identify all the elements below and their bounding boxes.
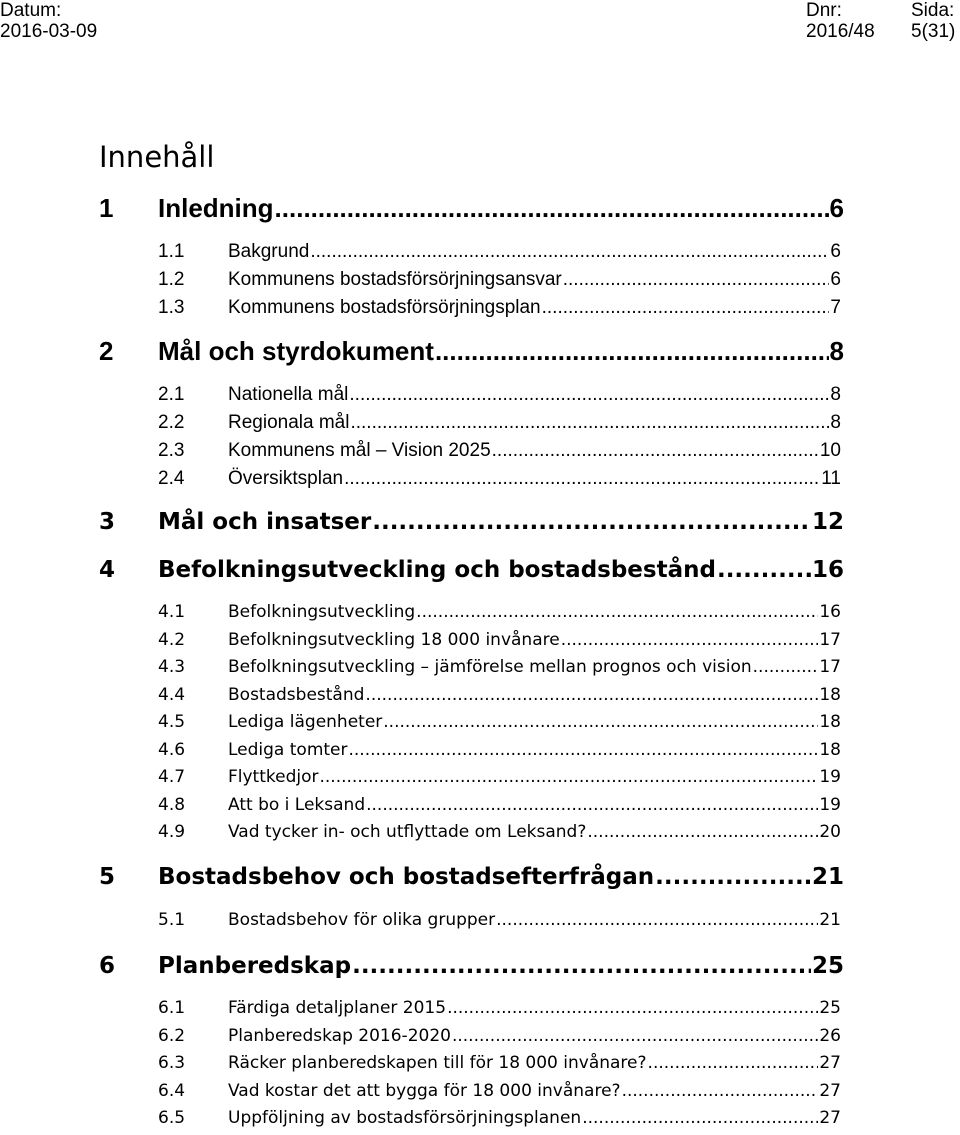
toc-section-6-3[interactable] bbox=[158, 1053, 841, 1073]
toc-entry-title: Bostadsbestånd bbox=[228, 685, 365, 705]
toc-page-number: 8 bbox=[830, 412, 841, 433]
toc-entry-title: Färdiga detaljplaner 2015 bbox=[228, 998, 447, 1018]
toc-entry-title: Nationella mål bbox=[228, 384, 349, 405]
toc-entry-title: Kommunens mål – Vision 2025 bbox=[228, 440, 491, 461]
datum-label: Datum: bbox=[0, 0, 62, 21]
toc-number: 4.3 bbox=[158, 657, 186, 677]
toc-entry-title: Vad tycker in- och utflyttade om Leksand? bbox=[228, 822, 587, 842]
dot-leader bbox=[366, 795, 818, 815]
toc-number: 2.2 bbox=[158, 412, 185, 433]
toc-entry-title: Uppföljning av bostadsförsörjningsplanen bbox=[228, 1108, 582, 1128]
toc-page-number: 21 bbox=[811, 864, 844, 890]
toc-number: 5 bbox=[99, 864, 116, 890]
dot-leader bbox=[542, 297, 830, 319]
dot-leader bbox=[563, 269, 830, 291]
toc-number: 2.4 bbox=[158, 468, 185, 489]
toc-title: Innehåll bbox=[99, 140, 215, 174]
toc-number: 6.1 bbox=[158, 998, 186, 1018]
toc-section-4-6[interactable] bbox=[158, 740, 841, 760]
toc-page-number: 7 bbox=[830, 297, 841, 318]
toc-number: 6.3 bbox=[158, 1053, 186, 1073]
toc-page-number: 26 bbox=[819, 1026, 841, 1046]
toc-page-number: 16 bbox=[819, 602, 841, 622]
toc-number: 6 bbox=[99, 953, 116, 979]
toc-page-number: 8 bbox=[829, 336, 844, 366]
toc-number: 4 bbox=[99, 557, 116, 583]
toc-entry-title: Kommunens bostadsförsörjningsplan bbox=[228, 297, 541, 318]
toc-number: 2.1 bbox=[158, 384, 185, 405]
dot-leader bbox=[496, 910, 818, 930]
dot-leader bbox=[275, 193, 829, 224]
dot-leader bbox=[320, 767, 819, 787]
toc-page-number: 27 bbox=[819, 1081, 841, 1101]
toc-number: 4.4 bbox=[158, 685, 186, 705]
toc-section-4-8[interactable] bbox=[158, 795, 841, 815]
toc-chapter-6[interactable] bbox=[99, 953, 844, 979]
toc-number: 4.1 bbox=[158, 602, 186, 622]
toc-section-4-5[interactable] bbox=[158, 712, 841, 732]
toc-page-number: 6 bbox=[830, 241, 841, 262]
toc-chapter-2[interactable] bbox=[99, 336, 844, 367]
toc-page-number: 6 bbox=[829, 193, 844, 223]
toc-page-number: 6 bbox=[830, 269, 841, 290]
toc-page-number: 8 bbox=[830, 384, 841, 405]
toc-entry-title: Vad kostar det att bygga för 18 000 invånare? bbox=[228, 1081, 621, 1101]
dot-leader bbox=[383, 712, 818, 732]
toc-section-4-2[interactable] bbox=[158, 630, 841, 650]
toc-page-number: 12 bbox=[811, 509, 844, 535]
toc-page-number: 18 bbox=[819, 685, 841, 705]
toc-number: 6.5 bbox=[158, 1108, 186, 1128]
toc-page-number: 19 bbox=[819, 767, 841, 787]
toc-number: 1.1 bbox=[158, 241, 185, 262]
dot-leader bbox=[344, 468, 820, 490]
dot-leader bbox=[622, 1081, 819, 1101]
toc-page-number: 11 bbox=[821, 468, 841, 489]
toc-page-number: 27 bbox=[819, 1108, 841, 1128]
dot-leader bbox=[717, 557, 811, 583]
toc-entry-title: Bakgrund bbox=[228, 241, 310, 262]
toc-number: 1.3 bbox=[158, 297, 185, 318]
toc-entry-title: Lediga lägenheter bbox=[228, 712, 383, 732]
toc-section-2-1[interactable] bbox=[158, 384, 841, 406]
toc-page-number: 17 bbox=[819, 630, 841, 650]
toc-section-1-3[interactable] bbox=[158, 297, 841, 319]
toc-entry-title: Lediga tomter bbox=[228, 740, 348, 760]
toc-number: 4.8 bbox=[158, 795, 186, 815]
dot-leader bbox=[587, 822, 818, 842]
toc-chapter-4[interactable] bbox=[99, 557, 844, 583]
toc-page-number: 21 bbox=[819, 910, 841, 930]
toc-number: 4.9 bbox=[158, 822, 186, 842]
toc-section-1-2[interactable] bbox=[158, 269, 841, 291]
toc-entry-title: Inledning bbox=[158, 193, 274, 223]
dot-leader bbox=[561, 630, 819, 650]
toc-number: 4.6 bbox=[158, 740, 186, 760]
toc-page-number: 27 bbox=[819, 1053, 841, 1073]
dot-leader bbox=[492, 440, 819, 462]
toc-entry-title: Kommunens bostadsförsörjningsansvar bbox=[228, 269, 562, 290]
toc-entry-title: Räcker planberedskapen till för 18 000 invånare? bbox=[228, 1053, 647, 1073]
toc-page-number: 10 bbox=[819, 440, 841, 461]
dot-leader bbox=[349, 740, 819, 760]
toc-section-2-3[interactable] bbox=[158, 440, 841, 462]
toc-section-5-1[interactable] bbox=[158, 910, 841, 930]
toc-entry-title: Befolkningsutveckling bbox=[228, 602, 416, 622]
toc-section-4-9[interactable] bbox=[158, 822, 841, 842]
toc-number: 4.5 bbox=[158, 712, 186, 732]
toc-page-number: 19 bbox=[819, 795, 841, 815]
toc-section-4-1[interactable] bbox=[158, 602, 841, 622]
dot-leader bbox=[352, 953, 811, 979]
toc-entry-title: Befolkningsutveckling – jämförelse mellan prognos och vision bbox=[228, 657, 752, 677]
toc-section-6-4[interactable] bbox=[158, 1081, 841, 1101]
toc-chapter-3[interactable] bbox=[99, 509, 844, 535]
toc-number: 5.1 bbox=[158, 910, 186, 930]
dot-leader bbox=[655, 864, 811, 890]
toc-section-2-4[interactable] bbox=[158, 468, 841, 490]
toc-number: 2 bbox=[99, 336, 114, 366]
toc-page-number: 25 bbox=[819, 998, 841, 1018]
toc-section-4-7[interactable] bbox=[158, 767, 841, 787]
toc-entry-title: Befolkningsutveckling 18 000 invånare bbox=[228, 630, 560, 650]
dot-leader bbox=[310, 241, 829, 263]
toc-page-number: 18 bbox=[819, 712, 841, 732]
toc-page-number: 17 bbox=[819, 657, 841, 677]
dot-leader bbox=[447, 998, 818, 1018]
dnr-value: 2016/48 bbox=[806, 21, 875, 42]
toc-number: 4.7 bbox=[158, 767, 186, 787]
page-header bbox=[0, 0, 960, 50]
dot-leader bbox=[452, 1026, 818, 1046]
toc-entry-title: Planberedskap 2016-2020 bbox=[228, 1026, 451, 1046]
toc-section-2-2[interactable] bbox=[158, 412, 841, 434]
dnr-label: Dnr: bbox=[806, 0, 842, 21]
dot-leader bbox=[350, 412, 829, 434]
toc-number: 4.2 bbox=[158, 630, 186, 650]
toc-entry-title: Mål och styrdokument bbox=[158, 336, 434, 366]
dot-leader bbox=[372, 509, 811, 535]
toc-entry-title: Översiktsplan bbox=[228, 468, 344, 489]
toc-entry-title: Att bo i Leksand bbox=[228, 795, 366, 815]
toc-section-6-2[interactable] bbox=[158, 1026, 841, 1046]
toc-page-number: 18 bbox=[819, 740, 841, 760]
toc-entry-title: Flyttkedjor bbox=[228, 767, 319, 787]
toc-chapter-5[interactable] bbox=[99, 864, 844, 890]
toc-entry-title: Bostadsbehov för olika grupper bbox=[228, 910, 496, 930]
dot-leader bbox=[582, 1108, 818, 1128]
toc-chapter-1[interactable] bbox=[99, 193, 844, 224]
toc-section-4-3[interactable] bbox=[158, 657, 841, 677]
toc-number: 1.2 bbox=[158, 269, 185, 290]
toc-entry-title: Regionala mål bbox=[228, 412, 350, 433]
toc-number: 2.3 bbox=[158, 440, 185, 461]
toc-section-4-4[interactable] bbox=[158, 685, 841, 705]
toc-section-1-1[interactable] bbox=[158, 241, 841, 263]
toc-section-6-5[interactable] bbox=[158, 1108, 841, 1128]
toc-number: 6.2 bbox=[158, 1026, 186, 1046]
dot-leader bbox=[416, 602, 818, 622]
toc-number: 6.4 bbox=[158, 1081, 186, 1101]
dot-leader bbox=[753, 657, 819, 677]
toc-number: 3 bbox=[99, 509, 116, 535]
toc-page-number: 25 bbox=[811, 953, 844, 979]
toc-section-6-1[interactable] bbox=[158, 998, 841, 1018]
toc-entry-title: Befolkningsutveckling och bostadsbestånd bbox=[158, 557, 716, 583]
toc-page-number: 20 bbox=[819, 822, 841, 842]
sida-label: Sida: bbox=[911, 0, 955, 21]
dot-leader bbox=[435, 336, 829, 367]
toc-entry-title: Mål och insatser bbox=[158, 509, 372, 535]
dot-leader bbox=[349, 384, 829, 406]
dot-leader bbox=[365, 685, 818, 705]
toc-entry-title: Bostadsbehov och bostadsefterfrågan bbox=[158, 864, 655, 890]
toc-entry-title: Planberedskap bbox=[158, 953, 352, 979]
toc-page-number: 16 bbox=[811, 557, 844, 583]
sida-value: 5(31) bbox=[911, 21, 956, 42]
dot-leader bbox=[648, 1053, 819, 1073]
datum-value: 2016-03-09 bbox=[0, 21, 98, 42]
toc-number: 1 bbox=[99, 193, 114, 223]
